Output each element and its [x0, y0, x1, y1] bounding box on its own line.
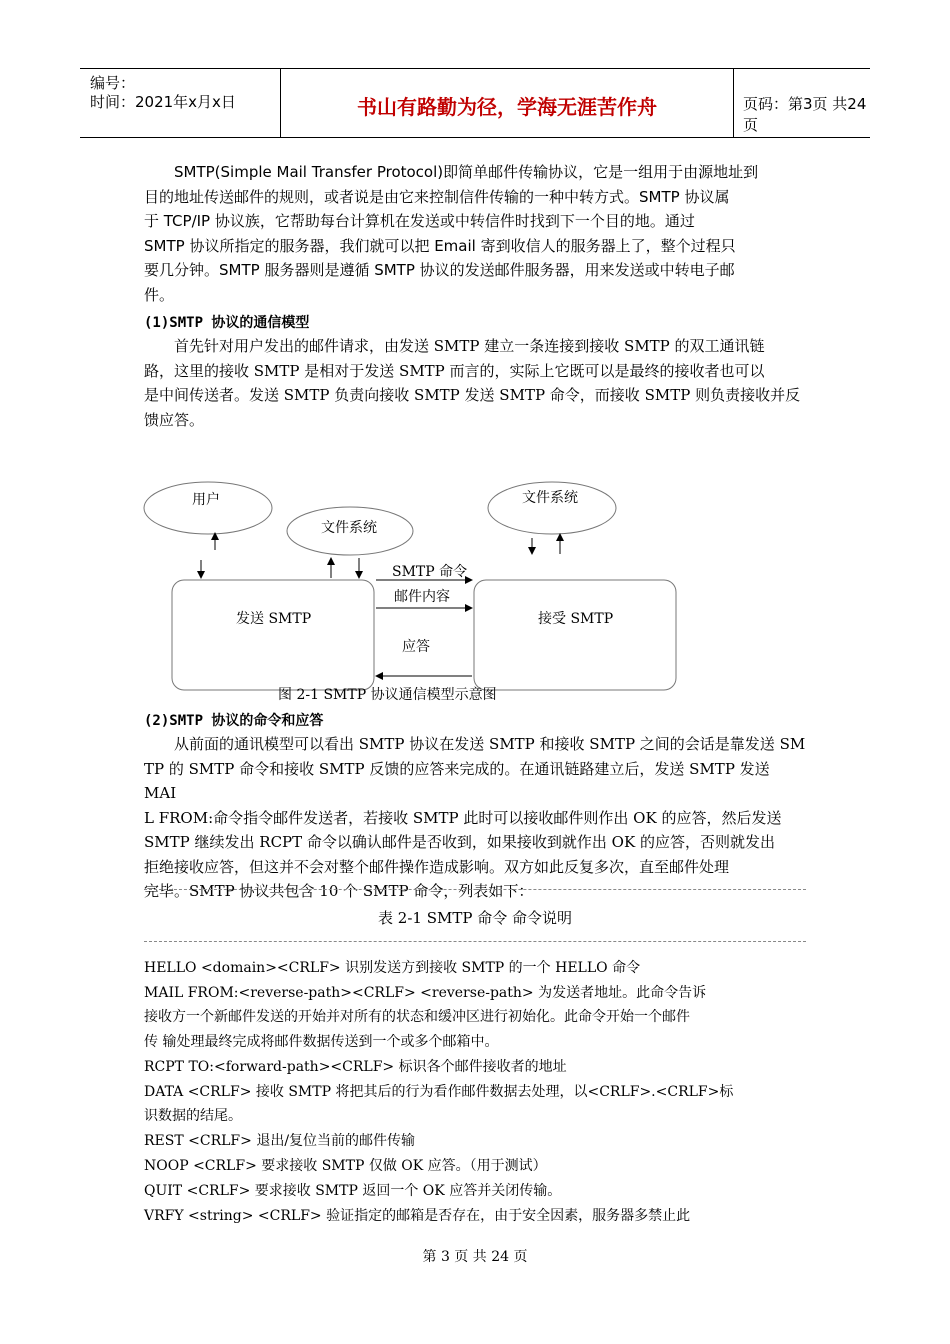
section-heading: (2)SMTP 协议的命令和应答: [144, 713, 324, 729]
header-page-cell: [733, 69, 870, 137]
section2-paragraph: [144, 732, 806, 904]
dashed-divider: [144, 889, 806, 890]
fs-right-label: 文件系统: [522, 490, 578, 506]
command-row: 传 输处理最终完成将邮件数据传送到一个或多个邮箱中。: [144, 1034, 499, 1050]
doc-number-label: 编号：: [90, 74, 136, 92]
text-line: 是中间传送者。发送 SMTP 负责向接收 SMTP 发送 SMTP 命令，而接收 SMTP 则负责接收并反: [144, 386, 801, 404]
text-line: SMTP(Simple Mail Transfer Protocol)即简单邮件传输协议，它是一组用于由源地址到: [174, 163, 759, 181]
command-row: QUIT <CRLF> 要求接收 SMTP 返回一个 OK 应答并关闭传输。: [144, 1183, 562, 1199]
page-footer: 第 3 页 共 24 页: [422, 1249, 528, 1265]
receiver-label: 接受 SMTP: [538, 611, 614, 627]
text-line: 要几分钟。SMTP 服务器则是遵循 SMTP 协议的发送邮件服务器，用来发送或中转电子邮: [144, 261, 735, 279]
text-line: TP 的 SMTP 命令和接收 SMTP 反馈的应答来完成的。在通讯链路建立后，发送 SMTP 发送 MAI: [144, 759, 770, 802]
text-line: 目的地址传送邮件的规则，或者说是由它来控制信件传输的一种中转方式。SMTP 协议属: [144, 187, 730, 206]
command-row: REST <CRLF> 退出/复位当前的邮件传输: [144, 1133, 416, 1149]
text-line: 首先针对用户发出的邮件请求，由发送 SMTP 建立一条连接到接收 SMTP 的双工通讯链: [174, 337, 765, 355]
content-label: 邮件内容: [394, 589, 450, 605]
command-row: MAIL FROM:<reverse-path><CRLF> <reverse-path> 为发送者地址。此命令告诉: [144, 985, 707, 1001]
table-title: 表 2-1 SMTP 命令 命令说明: [378, 909, 572, 927]
sender-label: 发送 SMTP: [236, 611, 312, 627]
command-row: DATA <CRLF> 接收 SMTP 将把其后的行为看作邮件数据去处理，以<CRLF>.<CRLF>标: [144, 1084, 734, 1100]
text-line: SMTP 协议所指定的服务器，我们就可以把 Email 寄到收信人的服务器上了，整个过程只: [144, 236, 736, 255]
command-label: SMTP 命令: [392, 564, 468, 580]
sender-box: [172, 580, 374, 690]
text-line: 完毕。SMTP 协议共包含 10 个 SMTP 命令，列表如下：: [144, 882, 534, 900]
text-line: SMTP 继续发出 RCPT 命令以确认邮件是否收到，如果接收到就作出 OK 的应答，否则就发出: [144, 833, 775, 851]
dashed-divider: [144, 941, 806, 942]
doc-date-label: 时间：2021年x月x日: [90, 93, 236, 111]
header-motto: 书山有路勤为径，学海无涯苦作舟: [357, 95, 657, 119]
text-line: 件。: [144, 285, 175, 304]
command-row: HELLO <domain><CRLF> 识别发送方到接收 SMTP 的一个 HELLO 命令: [144, 960, 641, 976]
command-row: VRFY <string> <CRLF> 验证指定的邮箱是否存在，由于安全因素，服务器多禁止此: [144, 1208, 691, 1224]
command-row: RCPT TO:<forward-path><CRLF> 标识各个邮件接收者的地址: [144, 1059, 567, 1075]
command-row: 接收方一个新邮件发送的开始并对所有的状态和缓冲区进行初始化。此命令开始一个邮件: [144, 1009, 690, 1025]
text-line: 从前面的通讯模型可以看出 SMTP 协议在发送 SMTP 和接收 SMTP 之间的会话是靠发送 SM: [174, 735, 806, 753]
section1-paragraph: [144, 334, 806, 432]
intro-paragraph: [144, 160, 806, 307]
reply-label: 应答: [402, 639, 430, 655]
receiver-box: [474, 580, 676, 690]
page-header: [80, 68, 870, 138]
header-motto-cell: [280, 69, 734, 137]
text-line: 拒绝接收应答，但这并不会对整个邮件操作造成影响。双方如此反复多次，直至邮件处理: [144, 857, 730, 876]
header-page-label: 页码：第3页 共24页: [743, 95, 867, 134]
section-heading: (1)SMTP 协议的通信模型: [144, 315, 310, 331]
fs-left-label: 文件系统: [321, 520, 377, 536]
command-row: 识数据的结尾。: [144, 1108, 242, 1124]
text-line: 路，这里的接收 SMTP 是相对于发送 SMTP 而言的，实际上它既可以是最终的接收者也可以: [144, 361, 765, 380]
text-line: 于 TCP/IP 协议族，它帮助每台计算机在发送或中转信件时找到下一个目的地。通过: [144, 212, 695, 230]
diagram-caption: 图 2-1 SMTP 协议通信模型示意图: [278, 687, 497, 703]
smtp-model-diagram: [140, 478, 680, 708]
text-line: L FROM:命令指令邮件发送者，若接收 SMTP 此时可以接收邮件则作出 OK 的应答，然后发送: [144, 808, 782, 827]
text-line: 馈应答。: [144, 410, 205, 429]
command-row: NOOP <CRLF> 要求接收 SMTP 仅做 OK 应答。（用于测试）: [144, 1158, 547, 1174]
header-info-cell: [80, 69, 280, 137]
user-label: 用户: [192, 492, 220, 508]
